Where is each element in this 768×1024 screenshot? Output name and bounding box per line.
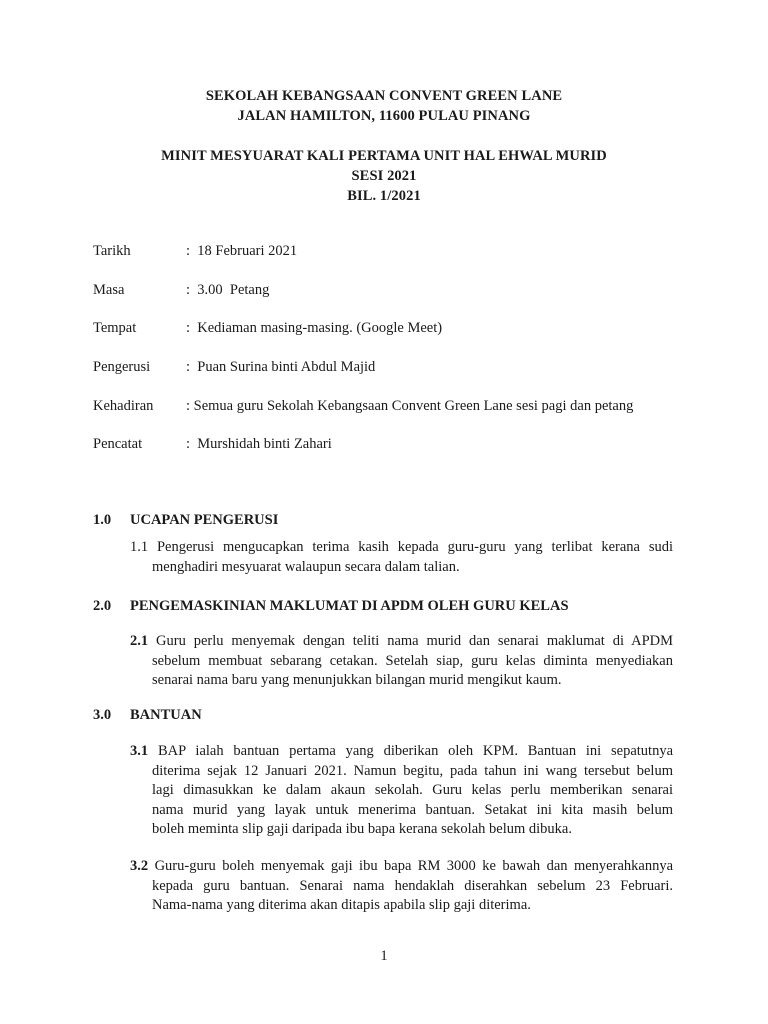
school-address: JALAN HAMILTON, 11600 PULAU PINANG [237,108,531,124]
school-name: SEKOLAH KEBANGSAAN CONVENT GREEN LANE [205,88,563,104]
detail-label-attendance: Kehadiran [93,398,154,414]
item-line: boleh meminta slip gaji daripada ibu bapa kerana sekolah belum dibuka. [152,821,572,837]
section-title: PENGEMASKINIAN MAKLUMAT DI APDM OLEH GURU KELAS [130,598,569,614]
section-number: 3.0 [93,707,112,723]
item-number: 3.1 [130,743,149,759]
detail-value-attendance: : Semua guru Sekolah Kebangsaan Convent Green Lane sesi pagi dan petang [186,398,634,414]
item-line: kepada guru bantuan. Senarai nama hendaklah diserahkan sebelum 23 Februari. [152,877,673,894]
item-number: 1.1 [130,539,149,555]
page-number: 1 [380,948,388,964]
minute-item [130,857,673,916]
section-number: 2.0 [93,598,112,614]
item-line: BAP ialah bantuan pertama yang diberikan oleh KPM. Bantuan ini sepatutnya [157,743,674,759]
section-title: UCAPAN PENGERUSI [130,512,279,528]
minute-item [130,742,673,840]
item-line: sebelum membuat sebarang cetakan. Setelah siap, guru kelas diminta menyediakan [152,652,673,669]
detail-value-place: : Kediaman masing-masing. (Google Meet) [186,320,443,336]
item-line: diterima sejak 12 Januari 2021. Namun begitu, pada tahun ini wang tersebut belum [152,762,673,779]
document-number: BIL. 1/2021 [347,188,421,204]
item-line: senarai nama baru yang menunjukkan bilangan murid mengikut kaum. [152,672,562,688]
item-number: 3.2 [130,858,149,874]
detail-value-recorder: : Murshidah binti Zahari [186,436,332,452]
minute-item [130,538,673,577]
item-number: 2.1 [130,633,149,649]
detail-label-time: Masa [93,282,125,298]
detail-value-date: : 18 Februari 2021 [186,243,298,259]
item-line: Nama-nama yang diterima akan ditapis apabila slip gaji diterima. [152,897,531,913]
detail-value-time: : 3.00 Petang [186,282,270,298]
item-line: nama murid yang layak untuk menerima bantuan. Setakat ini kita masih belum [152,801,673,818]
item-line: Guru perlu menyemak dengan teliti nama murid dan senarai maklumat di APDM [156,633,673,649]
detail-label-place: Tempat [93,320,137,336]
document-title: MINIT MESYUARAT KALI PERTAMA UNIT HAL EHWAL MURID [161,148,607,164]
minute-item [130,632,673,691]
detail-value-chair: : Puan Surina binti Abdul Majid [186,359,376,375]
detail-label-date: Tarikh [93,243,131,259]
item-line: menghadiri mesyuarat walaupun secara dalam talian. [152,558,460,575]
item-line: Pengerusi mengucapkan terima kasih kepada guru-guru yang terlibat kerana sudi [156,539,673,555]
item-line: Guru-guru boleh menyemak gaji ibu bapa RM 3000 ke bawah dan menyerahkannya [154,858,674,874]
document-session: SESI 2021 [351,168,417,184]
detail-label-recorder: Pencatat [93,436,143,452]
detail-label-chair: Pengerusi [93,359,151,375]
section-number: 1.0 [93,512,112,528]
item-line: lagi dimasukkan ke dalam akaun sekolah. Guru kelas perlu memberikan senarai [152,782,673,798]
section-title: BANTUAN [130,707,202,723]
